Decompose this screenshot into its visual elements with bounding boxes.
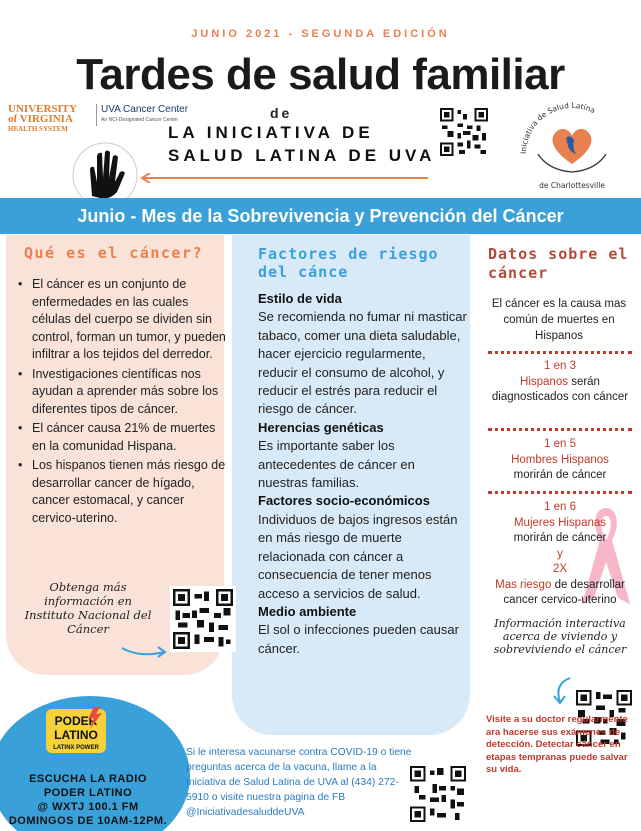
edition-label: JUNIO 2021 - SEGUNDA EDICIÓN (191, 28, 450, 40)
page-title: Tardes de salud familiar (76, 50, 565, 99)
radio-line1: ESCUCHA LA RADIO (29, 773, 147, 785)
de-label: de (270, 105, 293, 121)
banner: Junio - Mes de la Sobrevivencia y Prevención del Cáncer (0, 198, 641, 234)
radio-info (0, 772, 176, 828)
org-name-line2: SALUD LATINA DE UVA (168, 146, 436, 165)
radio-line4: DOMINGOS DE 10AM-12PM. (8, 815, 168, 827)
visit-doctor-text: Visite a su doctor regularmente ara hacerse sus exámenes de detección. Detectar cáncer en etapas tempranas puede salvar su vida. (486, 714, 628, 775)
right-heading: Datos sobre el cáncer (488, 245, 629, 282)
uva-cancer-center-sub: An NCI-Designated Cancer Center (101, 117, 178, 123)
stat-one-in-three (484, 359, 636, 406)
iniciativa-salud-latina-logo (508, 98, 636, 194)
bullet-item: • El cáncer es un conjunto de enfermedades en las cuales células del cuerpo se dividen sin control, forman un tumor, y pueden infiltrar a los tejidos del derredor. (18, 276, 228, 364)
risk-title-socioeconomic: Factores socio-económicos (258, 493, 430, 509)
poder-latino-logo (44, 705, 108, 759)
radio-logo-line2: LATINO (54, 728, 98, 742)
stat1-group: Hispanos (520, 375, 568, 388)
bullet-item: • El cáncer causa 21% de muertes en la comunidad Hispana. (18, 420, 228, 455)
arrow-down-icon (550, 676, 576, 706)
risk-body-genetics: Es importante saber los antecedentes de cáncer en nuestras familias. (258, 438, 415, 491)
stat2-desc: morirán de cáncer (513, 469, 607, 481)
risk-body-environment: El sol o infecciones pueden causar cáncer. (258, 622, 459, 656)
stat2-group: Hombres Hispanos (511, 453, 609, 466)
dotted-divider (488, 428, 632, 431)
stat3-multiplier: 2X (552, 563, 568, 575)
radio-logo-line1: PODER (54, 714, 98, 728)
risk-factors (258, 290, 468, 658)
stat3-group: Mujeres Hispanas (513, 516, 607, 529)
qr-code-icon[interactable] (440, 108, 488, 156)
uva-logo-line2: of VIRGINIA (8, 113, 73, 125)
stat3-desc: morirán de cáncer (513, 532, 607, 544)
risk-title-genetics: Herencias genéticas (258, 419, 384, 435)
radio-line3: @ WXTJ 100.1 FM (37, 801, 139, 813)
stat1-ratio: 1 en 3 (544, 360, 576, 372)
stat3-and: y (557, 547, 563, 560)
risk-body-lifestyle: Se recomienda no fumar ni masticar tabaco, comer una dieta saludable, hacer ejercicio regularmente, reducir el consumo de alcohol, y reducir el estrés para reducir el riesgo de cáncer. (258, 309, 467, 417)
stat3-ratio: 1 en 6 (544, 501, 576, 513)
right-note: Información interactiva acerca de viviendo y sobreviviendo el cáncer (493, 617, 627, 656)
latina-logo-bottom-text: de Charlottesville (539, 181, 605, 190)
radio-logo-line3: LATINX POWER (53, 745, 99, 751)
stat1-desc: serán diagnosticados con cáncer (491, 375, 629, 403)
latina-logo-top-text: Iniciativa de Salud Latina (518, 100, 597, 155)
stat3-risk: Mas riesgo (495, 578, 552, 591)
middle-heading: Factores de riesgo del cánce (258, 245, 439, 281)
stat2-ratio: 1 en 5 (544, 438, 576, 450)
qr-code-icon[interactable] (170, 586, 236, 652)
risk-title-lifestyle: Estilo de vida (258, 291, 342, 306)
right-intro: El cáncer es la causa mas común de muertes en Hispanos (491, 298, 627, 342)
org-name-line1: LA INICIATIVA DE (168, 123, 374, 142)
stat-one-in-five (484, 437, 636, 484)
bullet-item: • Los hispanos tienen más riesgo de desarrollar cancer de hígado, cancer estomacal, y cancer cervico-uterino. (18, 457, 228, 527)
arrow-divider-icon (138, 173, 428, 183)
uva-cancer-center-name: UVA Cancer Center (101, 104, 189, 115)
cancer-facts-list (18, 276, 228, 529)
stat3-risk-desc: de desarrollar cancer cervico-uterino (503, 578, 625, 606)
left-heading: Qué es el cáncer? (24, 244, 204, 262)
risk-body-socioeconomic: Individuos de bajos ingresos están en más riesgo de muerte relacionada con cáncer a consecuencia de tener menos acceso a servicios de salud. (258, 511, 458, 601)
left-note: Obtenga más información en Instituto Nacional del Cáncer (24, 580, 152, 636)
qr-code-icon[interactable] (410, 766, 466, 822)
bullet-item: • Investigaciones científicas nos ayudan a aprender más sobre los diferentes tipos de cáncer. (18, 366, 228, 419)
uva-logo-line3: HEALTH SYSTEM (8, 125, 68, 133)
risk-title-environment: Medio ambiente (258, 603, 357, 619)
arrow-right-icon (120, 640, 170, 660)
radio-line2: PODER LATINO (43, 787, 133, 799)
dotted-divider (488, 351, 632, 354)
vaccine-info: Si le interesa vacunarse contra COVID-19 o tiene preguntas acerca de la vacuna, llame a la Iniciativa de Salud Latina de UVA al (434) 272-5910 o visite nuestra pagina de FB @IniciativadesaluddeUVA (186, 747, 412, 818)
dotted-divider (488, 491, 632, 494)
stat-one-in-six (484, 500, 636, 609)
uva-logo-line1: UNIVERSITY (8, 103, 78, 115)
